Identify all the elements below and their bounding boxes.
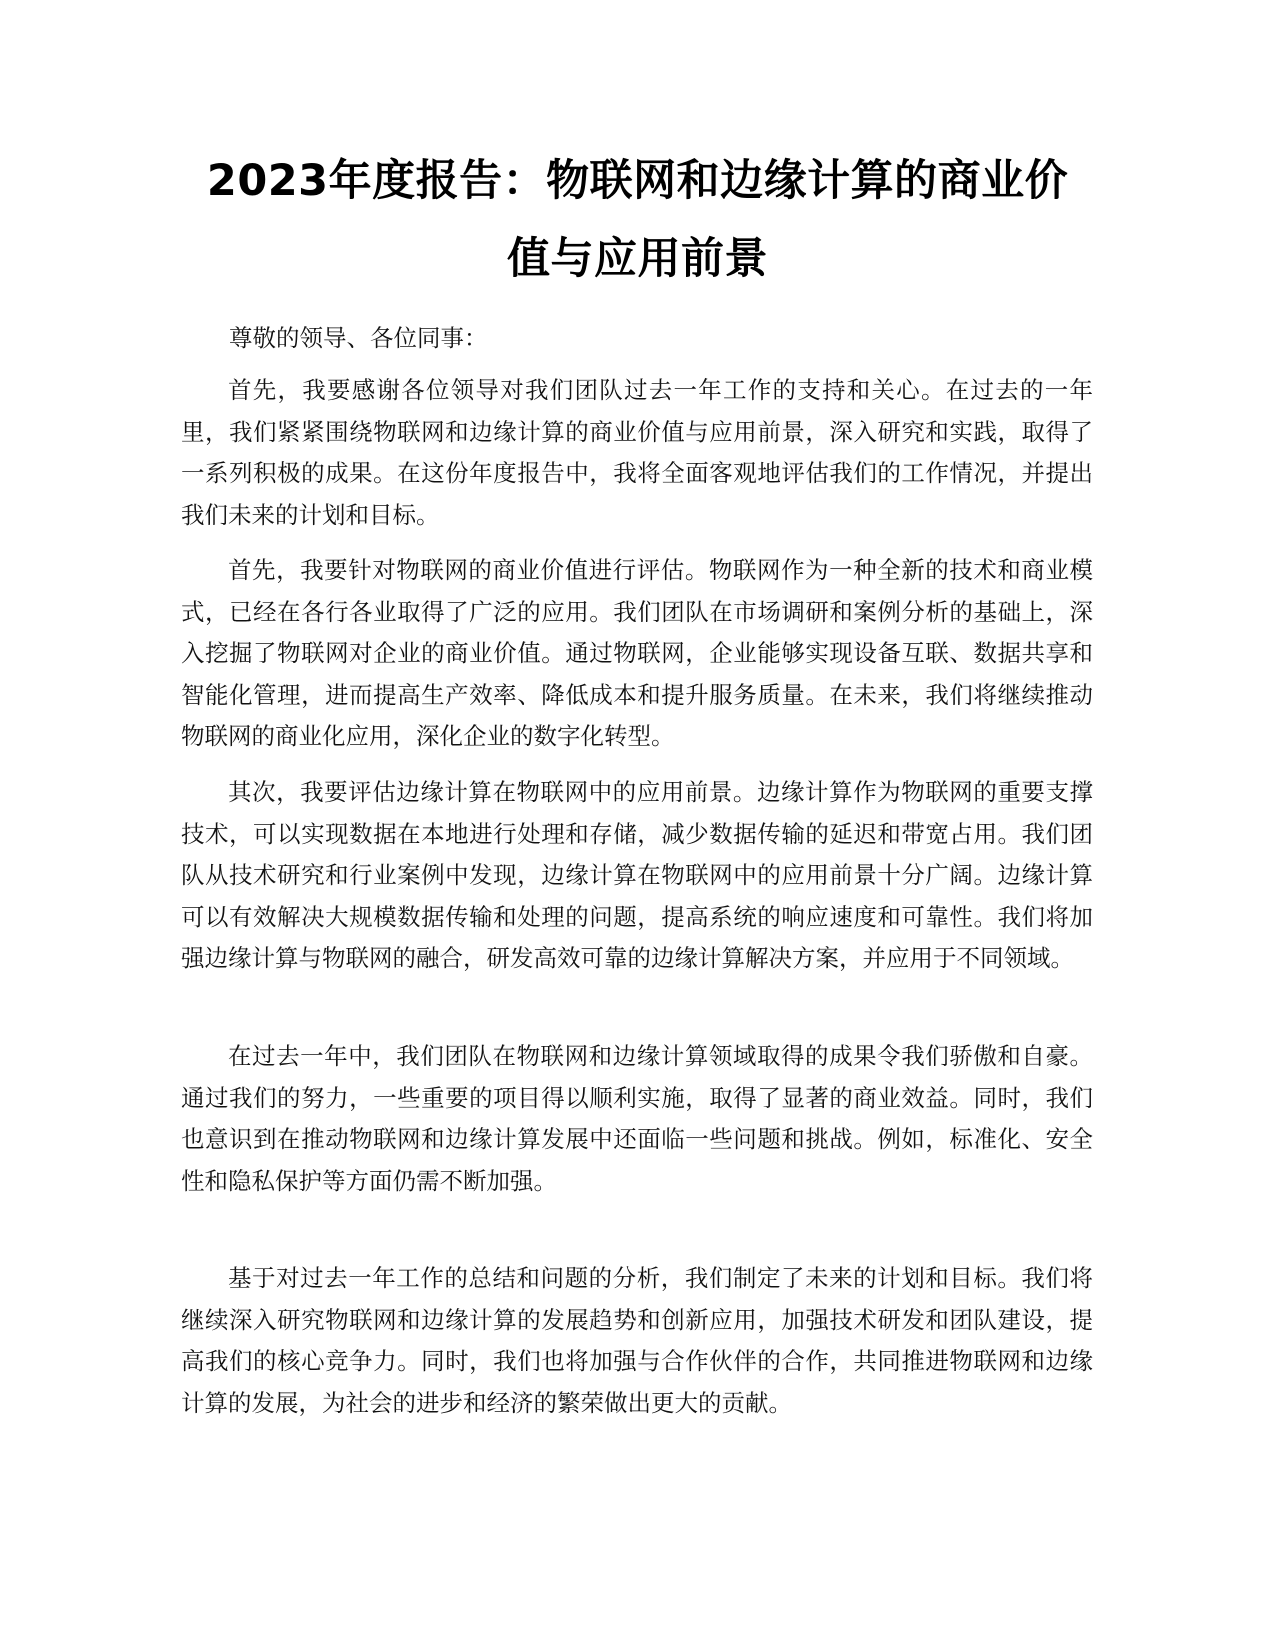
title-line-1: 2023年度报告：物联网和边缘计算的商业价 (206, 156, 1069, 206)
document-title (180, 142, 1095, 298)
title-line-2: 值与应用前景 (507, 234, 768, 284)
salutation: 尊敬的领导、各位同事： (229, 324, 488, 352)
paragraph-1: 首先，我要感谢各位领导对我们团队过去一年工作的支持和关心。在过去的一年里，我们紧紧围绕物联网和边缘计算的商业价值与应用前景，深入研究和实践，取得了一系列积极的成果。在这份年度报告中，我将全面客观地评估我们的工作情况，并提出我们未来的计划和目标。 (181, 376, 1093, 529)
paragraph-2: 首先，我要针对物联网的商业价值进行评估。物联网作为一种全新的技术和商业模式，已经在各行各业取得了广泛的应用。我们团队在市场调研和案例分析的基础上，深入挖掘了物联网对企业的商业价值。通过物联网，企业能够实现设备互联、数据共享和智能化管理，进而提高生产效率、降低成本和提升服务质量。在未来，我们将继续推动物联网的商业化应用，深化企业的数字化转型。 (181, 556, 1093, 750)
paragraph-4: 在过去一年中，我们团队在物联网和边缘计算领域取得的成果令我们骄傲和自豪。通过我们的努力，一些重要的项目得以顺利实施，取得了显著的商业效益。同时，我们也意识到在推动物联网和边缘计算发展中还面临一些问题和挑战。例如，标准化、安全性和隐私保护等方面仍需不断加强。 (181, 1042, 1093, 1195)
paragraph-5: 基于对过去一年工作的总结和问题的分析，我们制定了未来的计划和目标。我们将继续深入研究物联网和边缘计算的发展趋势和创新应用，加强技术研发和团队建设，提高我们的核心竞争力。同时，我们也将加强与合作伙伴的合作，共同推进物联网和边缘计算的发展，为社会的进步和经济的繁荣做出更大的贡献。 (181, 1264, 1093, 1417)
paragraph-3: 其次，我要评估边缘计算在物联网中的应用前景。边缘计算作为物联网的重要支撑技术，可以实现数据在本地进行处理和存储，减少数据传输的延迟和带宽占用。我们团队从技术研究和行业案例中发现，边缘计算在物联网中的应用前景十分广阔。边缘计算可以有效解决大规模数据传输和处理的问题，提高系统的响应速度和可靠性。我们将加强边缘计算与物联网的融合，研发高效可靠的边缘计算解决方案，并应用于不同领域。 (181, 778, 1093, 972)
